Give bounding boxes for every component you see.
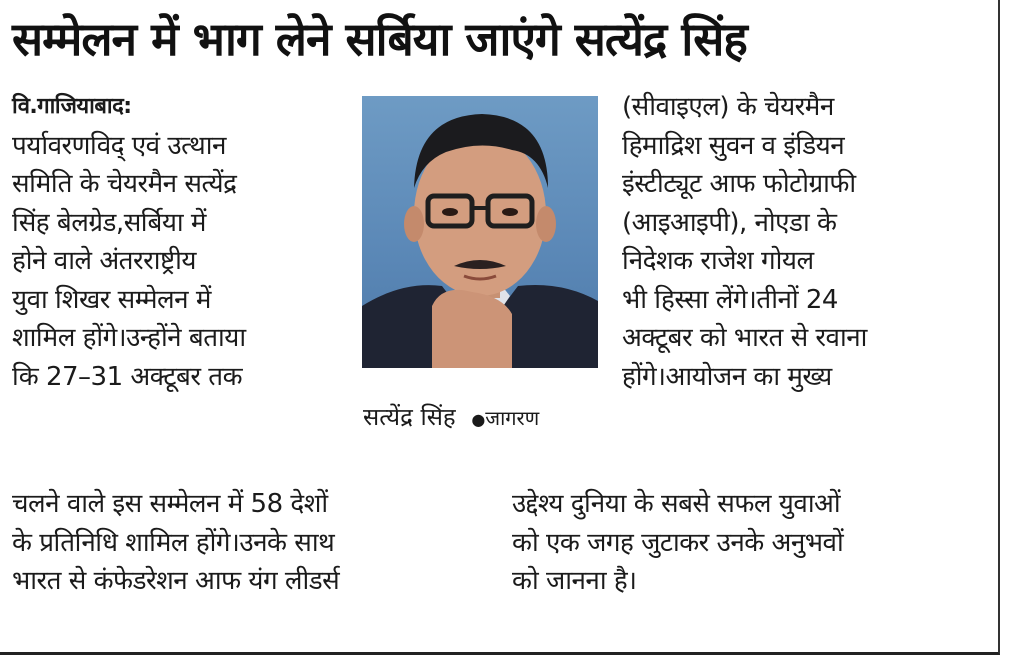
headline: सम्मेलन में भाग लेने सर्बिया जाएंगे सत्येंद्र सिंह — [12, 12, 747, 66]
portrait-illustration — [362, 96, 598, 368]
text-line: समिति के चेयरमैन सत्येंद्र — [12, 169, 237, 199]
text-line: पर्यावरणविद् एवं उत्थान — [12, 130, 226, 161]
text-line: इंस्टीट्यूट आफ फोटोग्राफी — [622, 169, 856, 199]
text-line: हिमाद्रिश सुवन व इंडियन — [622, 130, 845, 161]
text-line: चलने वाले इस सम्मेलन में 58 देशों — [12, 489, 328, 519]
dateline: वि.गाजियाबाद: — [12, 94, 132, 119]
portrait-photo — [362, 96, 598, 368]
text-line: (सीवाइएल) के चेयरमैन — [622, 92, 834, 122]
text-line: सिंह बेलग्रेड,सर्बिया में — [12, 207, 206, 238]
text-line: निदेशक राजेश गोयल — [622, 246, 814, 276]
article-column-bottom-right — [512, 485, 843, 601]
photo-credit — [471, 406, 539, 430]
caption-name: सत्येंद्र सिंह — [363, 403, 456, 431]
article-column-left — [12, 88, 246, 396]
text-line: को जानना है। — [512, 566, 637, 596]
text-line: को एक जगह जुटाकर उनके अनुभवों — [512, 527, 844, 558]
text-line: युवा शिखर सम्मेलन में — [12, 284, 211, 315]
text-line: कि 27–31 अक्टूबर तक — [12, 361, 243, 392]
article-column-bottom-left — [12, 485, 339, 601]
text-line: उद्देश्य दुनिया के सबसे सफल युवाओं — [512, 489, 841, 519]
text-line: होंगे।आयोजन का मुख्य — [622, 361, 832, 392]
article-column-right — [622, 88, 867, 396]
credit-text: जागरण — [485, 406, 540, 430]
text-line: शामिल होंगे।उन्होंने बताया — [12, 323, 246, 353]
photo-caption — [363, 400, 539, 433]
text-line: भारत से कंफेडरेशन आफ यंग लीडर्स — [12, 566, 340, 596]
text-line: होने वाले अंतरराष्ट्रीय — [12, 246, 197, 276]
text-line: अक्टूबर को भारत से रवाना — [622, 323, 867, 353]
text-line: के प्रतिनिधि शामिल होंगे।उनके साथ — [12, 527, 335, 558]
credit-marker: ● — [471, 410, 486, 429]
text-line: भी हिस्सा लेंगे।तीनों 24 — [622, 284, 838, 315]
text-line: (आइआइपी), नोएडा के — [622, 207, 837, 238]
